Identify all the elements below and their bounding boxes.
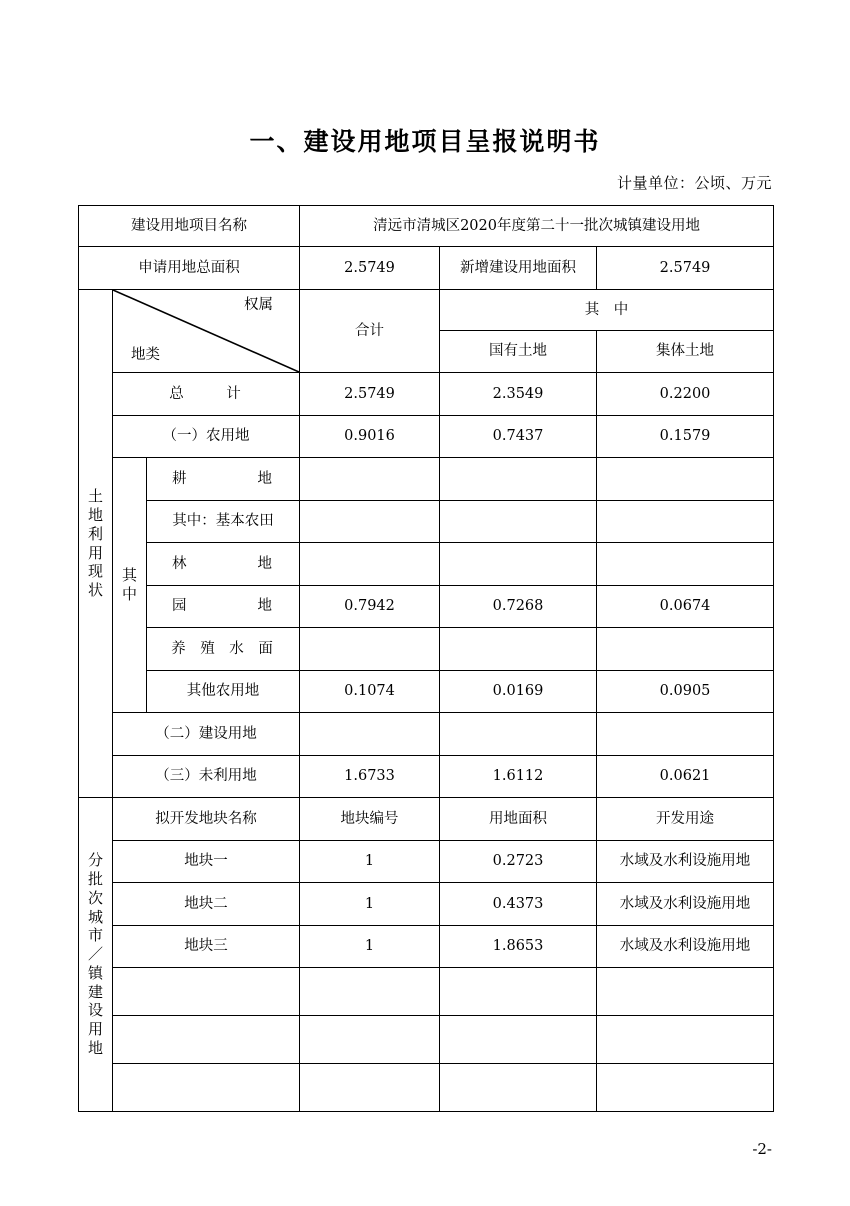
row-collective bbox=[597, 458, 774, 501]
table-row bbox=[79, 415, 774, 458]
parcel-use bbox=[597, 968, 774, 1016]
parcel-header-row bbox=[79, 798, 774, 841]
row-collective: 0.0621 bbox=[597, 755, 774, 798]
parcel-use bbox=[597, 1064, 774, 1112]
row-total bbox=[300, 543, 440, 586]
table-row bbox=[79, 373, 774, 416]
parcel-name bbox=[113, 968, 300, 1016]
land-table-header-row-1 bbox=[79, 290, 774, 331]
parcel-name bbox=[113, 1016, 300, 1064]
row-label: （三）未利用地 bbox=[113, 755, 300, 798]
table-row bbox=[79, 840, 774, 883]
project-name-value: 清远市清城区2020年度第二十一批次城镇建设用地 bbox=[300, 206, 774, 247]
parcel-code bbox=[300, 968, 440, 1016]
row-collective bbox=[597, 500, 774, 543]
parcel-area bbox=[440, 968, 597, 1016]
row-total: 0.9016 bbox=[300, 415, 440, 458]
row-state bbox=[440, 543, 597, 586]
row-state: 0.7268 bbox=[440, 585, 597, 628]
table-row bbox=[79, 670, 774, 713]
column-header-collective-land: 集体土地 bbox=[597, 331, 774, 373]
table-row bbox=[79, 585, 774, 628]
row-total bbox=[300, 500, 440, 543]
column-header-total: 合计 bbox=[300, 290, 440, 373]
row-state: 2.3549 bbox=[440, 373, 597, 416]
row-label: 其中：基本农田 bbox=[147, 500, 300, 543]
table-row bbox=[79, 1064, 774, 1112]
row-state bbox=[440, 713, 597, 756]
diagonal-label-landtype: 地类 bbox=[131, 346, 160, 363]
parcel-area bbox=[440, 1064, 597, 1112]
parcel-name: 地块二 bbox=[113, 883, 300, 926]
parcel-header-code: 地块编号 bbox=[300, 798, 440, 841]
table-row bbox=[79, 713, 774, 756]
table-row bbox=[79, 1016, 774, 1064]
row-label: 林 地 bbox=[147, 543, 300, 586]
table-row bbox=[79, 628, 774, 671]
subsection-label-among: 其 中 bbox=[113, 458, 147, 713]
row-collective bbox=[597, 628, 774, 671]
row-total: 0.7942 bbox=[300, 585, 440, 628]
row-state: 0.7437 bbox=[440, 415, 597, 458]
parcel-name bbox=[113, 1064, 300, 1112]
row-state: 0.0169 bbox=[440, 670, 597, 713]
new-area-label: 新增建设用地面积 bbox=[440, 247, 597, 290]
area-row bbox=[79, 247, 774, 290]
parcel-use: 水域及水利设施用地 bbox=[597, 925, 774, 968]
parcel-area: 0.2723 bbox=[440, 840, 597, 883]
row-collective: 0.0674 bbox=[597, 585, 774, 628]
row-total: 1.6733 bbox=[300, 755, 440, 798]
project-name-label: 建设用地项目名称 bbox=[79, 206, 300, 247]
page-title: 一、建设用地项目呈报说明书 bbox=[249, 127, 601, 156]
row-collective bbox=[597, 543, 774, 586]
parcel-area bbox=[440, 1016, 597, 1064]
table-row bbox=[79, 500, 774, 543]
project-name-row bbox=[79, 206, 774, 247]
land-use-table bbox=[78, 205, 774, 1112]
row-total: 0.1074 bbox=[300, 670, 440, 713]
table-row bbox=[79, 755, 774, 798]
parcel-code bbox=[300, 1016, 440, 1064]
row-total: 2.5749 bbox=[300, 373, 440, 416]
section-label-land-use: 土 地 利 用 现 状 bbox=[79, 290, 113, 798]
row-state: 1.6112 bbox=[440, 755, 597, 798]
table-row bbox=[79, 925, 774, 968]
parcel-code bbox=[300, 1064, 440, 1112]
parcel-use bbox=[597, 1016, 774, 1064]
row-label: 园 地 bbox=[147, 585, 300, 628]
total-area-value: 2.5749 bbox=[300, 247, 440, 290]
row-state bbox=[440, 500, 597, 543]
row-state bbox=[440, 458, 597, 501]
table-row bbox=[79, 968, 774, 1016]
column-header-group: 其 中 bbox=[440, 290, 774, 331]
row-collective: 0.2200 bbox=[597, 373, 774, 416]
row-label: （一）农用地 bbox=[113, 415, 300, 458]
table-row bbox=[79, 883, 774, 926]
parcel-header-area: 用地面积 bbox=[440, 798, 597, 841]
row-label: 总 计 bbox=[113, 373, 300, 416]
column-header-state-land: 国有土地 bbox=[440, 331, 597, 373]
parcel-header-name: 拟开发地块名称 bbox=[113, 798, 300, 841]
parcel-code: 1 bbox=[300, 925, 440, 968]
diagonal-label-ownership: 权属 bbox=[244, 297, 274, 313]
row-collective: 0.0905 bbox=[597, 670, 774, 713]
row-total bbox=[300, 713, 440, 756]
parcel-header-use: 开发用途 bbox=[597, 798, 774, 841]
parcel-code: 1 bbox=[300, 840, 440, 883]
row-label: 耕 地 bbox=[147, 458, 300, 501]
row-state bbox=[440, 628, 597, 671]
row-label: 其他农用地 bbox=[147, 670, 300, 713]
row-label: 养 殖 水 面 bbox=[147, 628, 300, 671]
land-use-table-wrapper bbox=[78, 205, 773, 1112]
parcel-use: 水域及水利设施用地 bbox=[597, 840, 774, 883]
row-label: （二）建设用地 bbox=[113, 713, 300, 756]
row-collective: 0.1579 bbox=[597, 415, 774, 458]
parcel-area: 1.8653 bbox=[440, 925, 597, 968]
parcel-name: 地块一 bbox=[113, 840, 300, 883]
parcel-area: 0.4373 bbox=[440, 883, 597, 926]
table-row bbox=[79, 458, 774, 501]
section-label-batch-urban-land: 分 批 次 城 市 ／ 镇 建 设 用 地 bbox=[79, 798, 113, 1112]
parcel-use: 水域及水利设施用地 bbox=[597, 883, 774, 926]
row-total bbox=[300, 458, 440, 501]
diagonal-header-cell bbox=[113, 290, 300, 373]
page-number: -2- bbox=[752, 1140, 772, 1158]
parcel-name: 地块三 bbox=[113, 925, 300, 968]
new-area-value: 2.5749 bbox=[597, 247, 774, 290]
table-row bbox=[79, 543, 774, 586]
total-area-label: 申请用地总面积 bbox=[79, 247, 300, 290]
measurement-unit-note: 计量单位：公顷、万元 bbox=[616, 174, 772, 192]
row-total bbox=[300, 628, 440, 671]
row-collective bbox=[597, 713, 774, 756]
parcel-code: 1 bbox=[300, 883, 440, 926]
